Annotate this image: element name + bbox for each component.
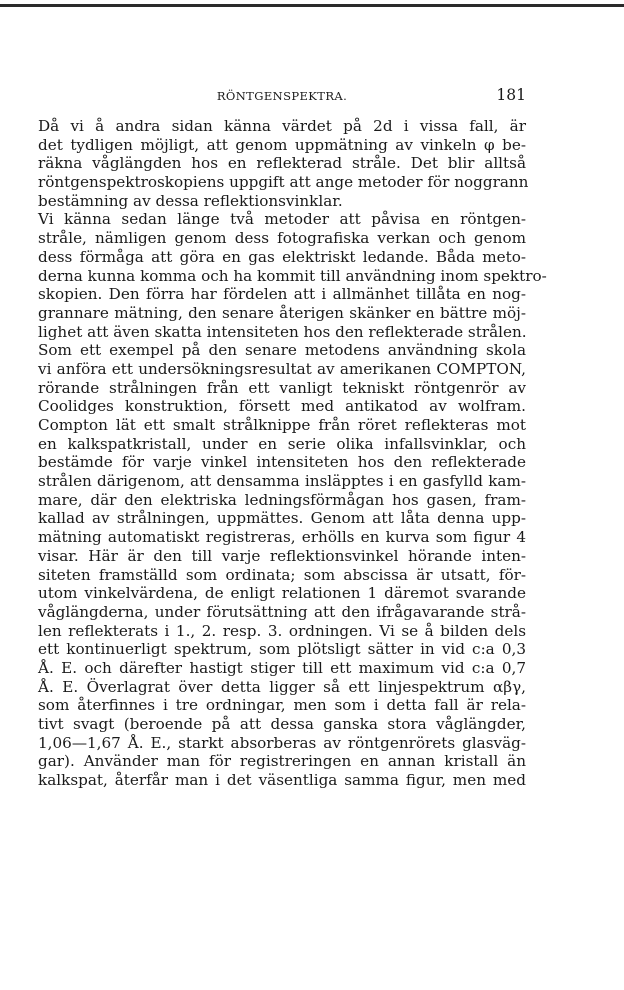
text-line: vi anföra ett undersökningsresultat av amerikanen COMPTON, <box>38 359 526 378</box>
text-line: dess förmåga att göra en gas elektriskt ledande. Båda meto- <box>38 247 526 266</box>
text-line: siteten framställd som ordinata; som abscissa är utsatt, för- <box>38 565 526 584</box>
body-text <box>38 117 547 790</box>
text-line: gar). Använder man för registreringen en annan kristall än <box>38 752 526 771</box>
text-line: lighet att även skatta intensiteten hos den reflekterade strålen. <box>38 322 527 341</box>
page-header <box>38 86 526 106</box>
text-line: Vi känna sedan länge två metoder att påvisa en röntgen- <box>38 210 526 229</box>
text-line: kalkspat, återfår man i det väsentliga samma figur, men med <box>38 771 526 790</box>
running-head: RÖNTGENSPEKTRA. <box>216 89 348 103</box>
text-line: en kalkspatkristall, under en serie olika infallsvinklar, och <box>38 434 526 453</box>
text-line: skopien. Den förra har fördelen att i allmänhet tillåta en nog- <box>38 285 526 304</box>
text-line: Compton lät ett smalt strålknippe från röret reflekteras mot <box>38 416 526 434</box>
text-line: utom vinkelvärdena, de enligt relationen 1 däremot svarande <box>38 584 526 603</box>
text-line: 1,06—1,67 Å. E., starkt absorberas av röntgenrörets glasväg- <box>38 733 526 752</box>
text-line: ett kontinuerligt spektrum, som plötsligt sätter in vid c:a 0,3 <box>38 640 526 659</box>
top-rule <box>0 4 624 7</box>
text-line: len reflekterats i 1., 2. resp. 3. ordningen. Vi se å bilden dels <box>38 621 526 640</box>
text-line: visar. Här är den till varje reflektionsvinkel hörande inten- <box>38 546 526 565</box>
text-line: tivt svagt (beroende på att dessa ganska stora våglängder, <box>38 715 526 733</box>
text-line: bestämde för varje vinkel intensiteten hos den reflekterade <box>38 453 526 472</box>
text-line: räkna våglängden hos en reflekterad stråle. Det blir alltså <box>38 154 526 173</box>
page-number: 181 <box>496 86 526 104</box>
text-line: Coolidges konstruktion, försett med antikatod av wolfram. <box>38 397 526 416</box>
text-line: Å. E. Överlagrat över detta ligger så ett linjespektrum αβγ, <box>38 677 526 696</box>
text-line: kallad av strålningen, uppmättes. Genom att låta denna upp- <box>38 509 526 528</box>
text-line: mare, där den elektriska ledningsförmågan hos gasen, fram- <box>38 490 526 509</box>
text-line: grannare mätning, den senare återigen skänker en bättre möj- <box>38 303 526 322</box>
text-line: bestämning av dessa reflektionsvinklar. <box>38 191 343 210</box>
text-line: rörande strålningen från ett vanligt tekniskt röntgenrör av <box>38 378 526 397</box>
text-line: våglängderna, under förutsättning att den ifrågavarande strå- <box>38 602 526 621</box>
text-line: som återfinnes i tre ordningar, men som i detta fall är rela- <box>38 696 526 715</box>
text-line: derna kunna komma och ha kommit till användning inom spektro- <box>38 266 547 285</box>
text-line: Å. E. och därefter hastigt stiger till ett maximum vid c:a 0,7 <box>38 658 526 677</box>
text-line: mätning automatiskt registreras, erhölls en kurva som figur 4 <box>38 528 526 547</box>
text-line: stråle, nämligen genom dess fotografiska verkan och genom <box>38 229 526 248</box>
text-line: det tydligen möjligt, att genom uppmätning av vinkeln φ be- <box>38 135 526 154</box>
text-line: röntgenspektroskopiens uppgift att ange metoder för noggrann <box>38 173 529 192</box>
text-line: strålen därigenom, att densamma insläpptes i en gasfylld kam- <box>38 472 526 491</box>
text-line: Då vi å andra sidan känna värdet på 2d i vissa fall, är <box>38 117 526 135</box>
text-line: Som ett exempel på den senare metodens användning skola <box>38 341 526 360</box>
